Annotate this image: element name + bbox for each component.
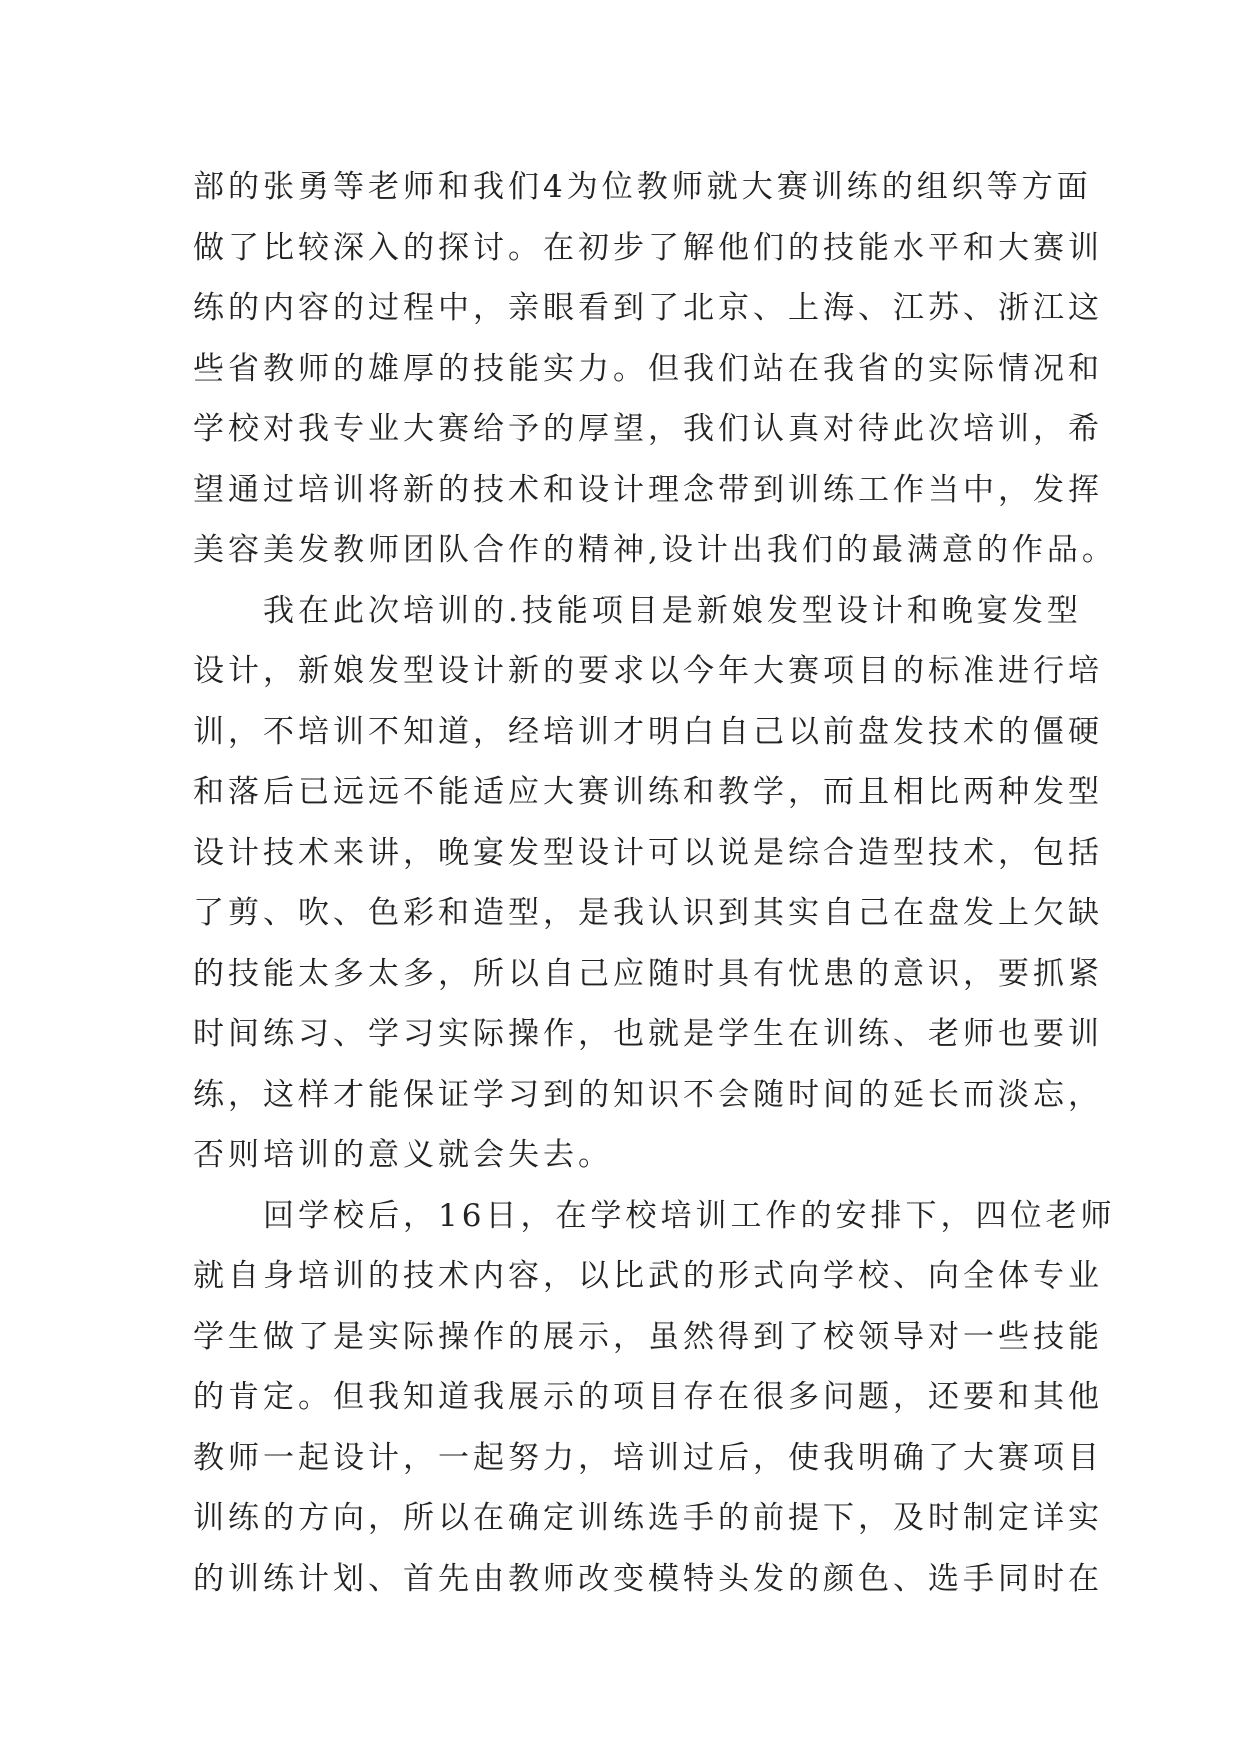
text-line: 就自身培训的技术内容，以比武的形式向学校、向全体专业: [193, 1258, 1103, 1294]
text-line: 些省教师的雄厚的技能实力。但我们站在我省的实际情况和: [193, 350, 1103, 387]
text-line: 部的张勇等老师和我们4为位教师就大赛训练的组织等方面: [193, 169, 1092, 205]
body-text: [193, 157, 1117, 1609]
text-line: 望通过培训将新的技术和设计理念带到训练工作当中，发挥: [193, 471, 1103, 508]
text-line: 练，这样才能保证学习到的知识不会随时间的延长而淡忘，: [193, 1076, 1103, 1113]
paragraph-start-line: 回学校后，16日，在学校培训工作的安排下，四位老师: [193, 1197, 1116, 1234]
text-line: 训练的方向，所以在确定训练选手的前提下，及时制定详实: [193, 1500, 1103, 1536]
text-line: 训，不培训不知道，经培训才明白自己以前盘发技术的僵硬: [193, 713, 1103, 750]
text-line: 的训练计划、首先由教师改变模特头发的颜色、选手同时在: [193, 1560, 1103, 1597]
text-line: 美容美发教师团队合作的精神,设计出我们的最满意的作品。: [193, 532, 1117, 568]
text-line: 和落后已远远不能适应大赛训练和教学，而且相比两种发型: [193, 774, 1103, 810]
text-line: 学校对我专业大赛给予的厚望，我们认真对待此次培训，希: [193, 411, 1103, 447]
text-line: 的肯定。但我知道我展示的项目存在很多问题，还要和其他: [193, 1379, 1103, 1415]
paragraph-start-line: 我在此次培训的.技能项目是新娘发型设计和晚宴发型: [193, 592, 1082, 629]
text-line: 否则培训的意义就会失去。: [193, 1137, 613, 1173]
text-line: 做了比较深入的探讨。在初步了解他们的技能水平和大赛训: [193, 229, 1103, 266]
text-line: 练的内容的过程中，亲眼看到了北京、上海、江苏、浙江这: [193, 290, 1103, 326]
text-line: 学生做了是实际操作的展示，虽然得到了校领导对一些技能: [193, 1318, 1103, 1355]
text-line: 教师一起设计，一起努力，培训过后，使我明确了大赛项目: [193, 1439, 1103, 1476]
text-line: 的技能太多太多，所以自己应随时具有忧患的意识，要抓紧: [193, 955, 1103, 992]
text-line: 时间练习、学习实际操作，也就是学生在训练、老师也要训: [193, 1016, 1103, 1052]
text-line: 了剪、吹、色彩和造型，是我认识到其实自己在盘发上欠缺: [193, 895, 1103, 931]
text-line: 设计技术来讲，晚宴发型设计可以说是综合造型技术，包括: [193, 834, 1103, 871]
text-line: 设计，新娘发型设计新的要求以今年大赛项目的标准进行培: [193, 653, 1103, 689]
